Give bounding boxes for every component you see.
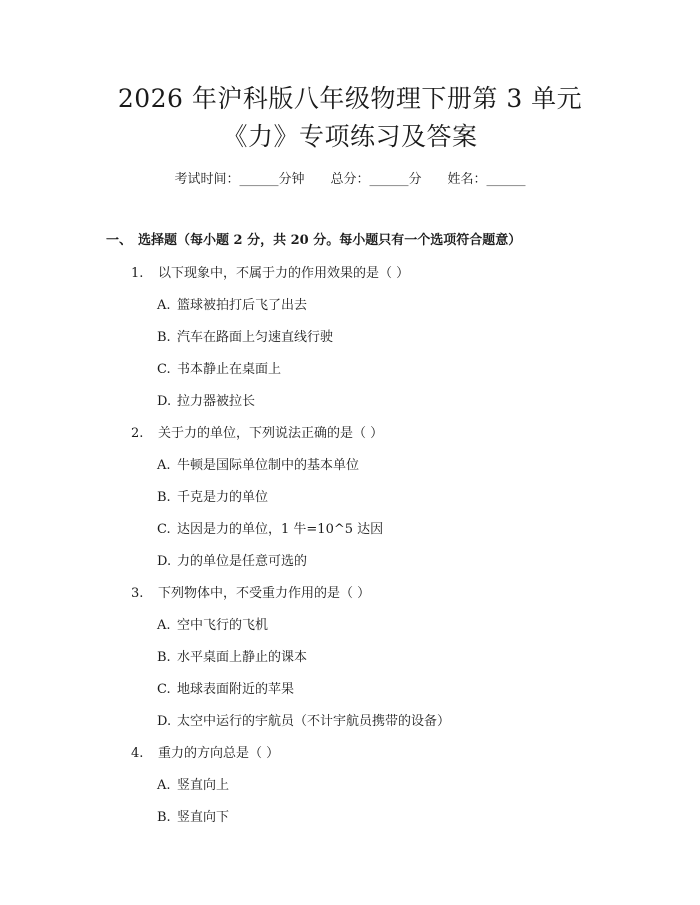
question-2 <box>131 422 383 441</box>
option-text: 书本静止在桌面上 <box>177 362 282 377</box>
option-letter: A. <box>157 298 171 313</box>
question-text: 下列物体中，不受重力作用的是（ ） <box>158 586 371 601</box>
total-score-field: 总分：______分 <box>330 172 422 187</box>
option-text: 篮球被拍打后飞了出去 <box>177 298 308 313</box>
question-2-option-c <box>157 518 383 537</box>
option-text: 竖直向上 <box>177 778 230 793</box>
option-letter: B. <box>157 330 171 345</box>
student-name-field: 姓名：______ <box>447 172 526 187</box>
question-4-option-a <box>157 774 229 793</box>
option-letter: B. <box>157 810 171 825</box>
option-text: 汽车在路面上匀速直线行驶 <box>177 330 334 345</box>
question-1-option-b <box>157 326 333 345</box>
option-letter: C. <box>157 682 171 697</box>
option-letter: C. <box>157 362 171 377</box>
exam-info-line <box>0 168 700 187</box>
option-letter: B. <box>157 490 171 505</box>
option-letter: B. <box>157 650 171 665</box>
question-text: 重力的方向总是（ ） <box>158 746 280 761</box>
option-text: 力的单位是任意可选的 <box>177 554 308 569</box>
question-text: 以下现象中，不属于力的作用效果的是（ ） <box>158 266 410 281</box>
document-title-line-2: 《力》专项练习及答案 <box>222 122 478 151</box>
question-2-option-a <box>157 454 359 473</box>
question-3-option-b <box>157 646 307 665</box>
option-text: 竖直向下 <box>177 810 230 825</box>
option-text: 太空中运行的宇航员（不计宇航员携带的设备） <box>177 714 451 729</box>
option-text: 水平桌面上静止的课本 <box>177 650 308 665</box>
question-3-option-c <box>157 678 294 697</box>
question-2-option-b <box>157 486 268 505</box>
question-number: 4. <box>131 746 144 761</box>
question-3-option-a <box>157 614 268 633</box>
section-number: 一、 <box>106 233 133 248</box>
option-letter: D. <box>157 714 172 729</box>
document-title-line-1: 2026 年沪科版八年级物理下册第 3 单元 <box>117 84 583 113</box>
option-text: 地球表面附近的苹果 <box>177 682 295 697</box>
question-1-option-c <box>157 358 281 377</box>
question-1 <box>131 262 409 281</box>
question-2-option-d <box>157 550 307 569</box>
option-letter: A. <box>157 778 171 793</box>
question-text: 关于力的单位，下列说法正确的是（ ） <box>158 426 384 441</box>
option-text: 拉力器被拉长 <box>177 394 256 409</box>
exam-time-field: 考试时间：______分钟 <box>174 172 305 187</box>
option-text: 达因是力的单位，1 牛=10^5 达因 <box>177 522 384 537</box>
option-text: 空中飞行的飞机 <box>177 618 269 633</box>
section-title: 选择题（每小题 2 分，共 20 分。每小题只有一个选项符合题意） <box>138 233 522 248</box>
option-letter: C. <box>157 522 171 537</box>
option-letter: A. <box>157 618 171 633</box>
question-4 <box>131 742 279 761</box>
option-letter: A. <box>157 458 171 473</box>
section-heading <box>106 229 521 248</box>
option-text: 牛顿是国际单位制中的基本单位 <box>177 458 360 473</box>
question-3-option-d <box>157 710 450 729</box>
option-letter: D. <box>157 394 172 409</box>
option-text: 千克是力的单位 <box>177 490 269 505</box>
question-number: 1. <box>131 266 144 281</box>
question-1-option-d <box>157 390 255 409</box>
question-number: 3. <box>131 586 144 601</box>
question-1-option-a <box>157 294 307 313</box>
option-letter: D. <box>157 554 172 569</box>
question-number: 2. <box>131 426 144 441</box>
question-3 <box>131 582 370 601</box>
question-4-option-b <box>157 806 229 825</box>
